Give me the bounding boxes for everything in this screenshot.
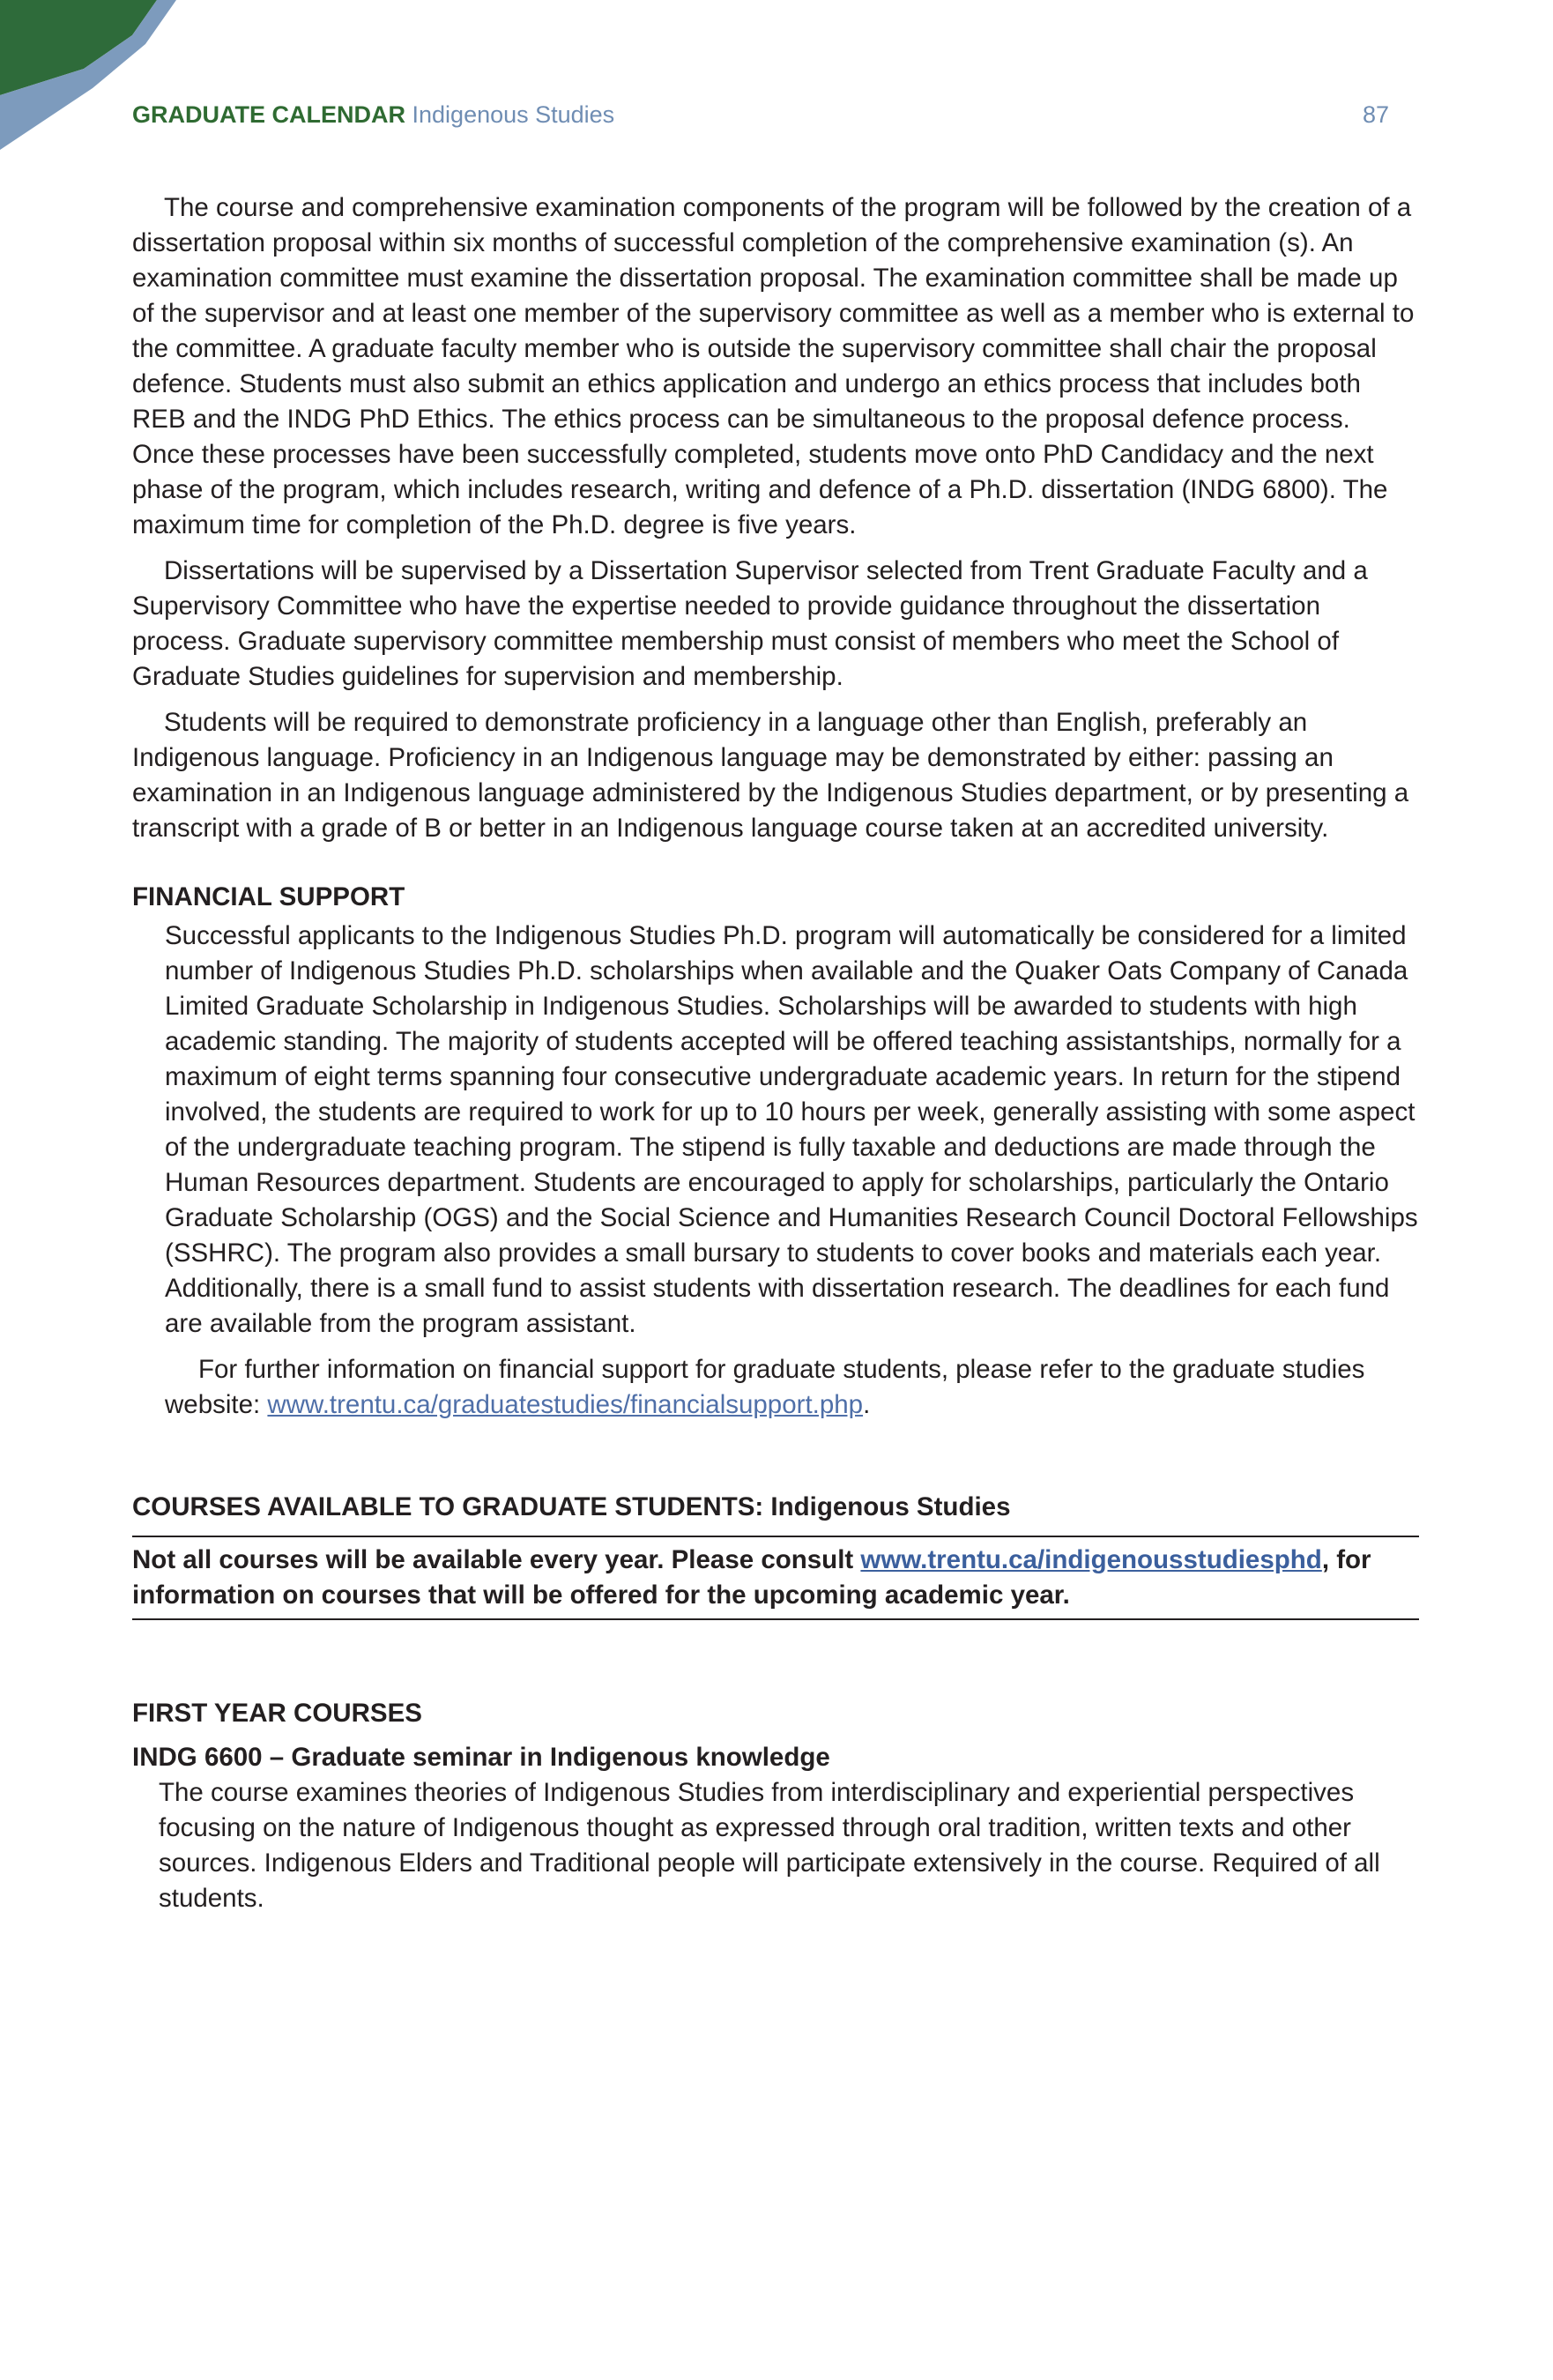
body-paragraph-2: Dissertations will be supervised by a Dissertation Supervisor selected from Trent Graduate Faculty and a Supervisory Committee who have the expertise needed to provide guidance throughout the dissertation process. Graduate supervisory committee membership must consist of members who meet the School of Graduate Studies guidelines for supervision and membership. bbox=[132, 556, 1368, 691]
financial-support-link[interactable]: www.trentu.ca/graduatestudies/financialsupport.php bbox=[267, 1390, 864, 1419]
financial-further-info bbox=[165, 1352, 1419, 1423]
course-title: INDG 6600 – Graduate seminar in Indigenous knowledge bbox=[132, 1743, 830, 1772]
further-info-end: . bbox=[863, 1390, 871, 1419]
financial-support-section bbox=[132, 919, 1419, 1423]
section-label: Indigenous Studies bbox=[412, 101, 615, 128]
indigenous-studies-phd-link[interactable]: www.trentu.ca/indigenousstudiesphd bbox=[860, 1545, 1322, 1574]
financial-support-body: Successful applicants to the Indigenous Studies Ph.D. program will automatically be considered for a limited number of Indigenous Studies Ph.D. scholarships when available and the Quaker Oats Company of Canada Limited Graduate Scholarship in Indigenous Studies. Scholarships will be awarded to students with high academic standing. The majority of students accepted will be offered teaching assistantships, normally for a maximum of eight terms spanning four consecutive undergraduate academic years. In return for the stipend involved, the students are required to work for up to 10 hours per week, generally assisting with some aspect of the undergraduate teaching program. The stipend is fully taxable and deductions are made through the Human Resources department. Students are encouraged to apply for scholarships, particularly the Ontario Graduate Scholarship (OGS) and the Social Science and Humanities Research Council Doctoral Fellowships (SSHRC). The program also provides a small bursary to students to cover books and materials each year. Additionally, there is a small fund to assist students with dissertation research. The deadlines for each fund are available from the program assistant. bbox=[165, 921, 1418, 1338]
calendar-label: GRADUATE CALENDAR bbox=[132, 101, 405, 128]
notice-text-end: , for information on courses that will be offered for the upcoming academic year. bbox=[132, 1545, 1371, 1610]
page-number: 87 bbox=[1362, 101, 1389, 128]
body-paragraph-1: The course and comprehensive examination components of the program will be followed by the creation of a dissertation proposal within six months of successful completion of the comprehensive examination (s). An examination committee must examine the dissertation proposal. The examination committee shall be made up of the supervisor and at least one member of the supervisory committee as well as a member who is external to the committee. A graduate faculty member who is outside the supervisory committee shall chair the proposal defence. Students must also submit an ethics application and undergo an ethics process that includes both REB and the INDG PhD Ethics. The ethics process can be simultaneous to the proposal defence process. Once these processes have been successfully completed, students move onto PhD Candidacy and the next phase of the program, which includes research, writing and defence of a Ph.D. dissertation (INDG 6800). The maximum time for completion of the Ph.D. degree is five years. bbox=[132, 193, 1415, 539]
body-paragraph-3: Students will be required to demonstrate proficiency in a language other than English, preferably an Indigenous language. Proficiency in an Indigenous language may be demonstrated by either: passing an examination in an Indigenous language administered by the Indigenous Studies department, or by presenting a transcript with a grade of B or better in an Indigenous language course taken at an accredited university. bbox=[132, 708, 1409, 843]
courses-heading: COURSES AVAILABLE TO GRADUATE STUDENTS: Indigenous Studies bbox=[132, 1492, 1011, 1521]
page-header bbox=[132, 97, 1389, 132]
first-year-courses-heading: FIRST YEAR COURSES bbox=[132, 1699, 422, 1728]
notice-text: Not all courses will be available every year. Please consult bbox=[132, 1545, 861, 1574]
courses-notice bbox=[132, 1536, 1419, 1620]
further-info-text: For further information on financial support for graduate students, please refer to the graduate studies website: bbox=[165, 1355, 1365, 1419]
page-content bbox=[132, 190, 1419, 1916]
course-description: The course examines theories of Indigenous Studies from interdisciplinary and experiential perspectives focusing on the nature of Indigenous thought as expressed through oral tradition, written texts and other sources. Indigenous Elders and Traditional people will participate extensively in the course. Required of all students. bbox=[159, 1778, 1380, 1913]
financial-support-heading: FINANCIAL SUPPORT bbox=[132, 882, 405, 911]
running-title bbox=[132, 97, 614, 132]
corner-decoration bbox=[0, 0, 229, 167]
